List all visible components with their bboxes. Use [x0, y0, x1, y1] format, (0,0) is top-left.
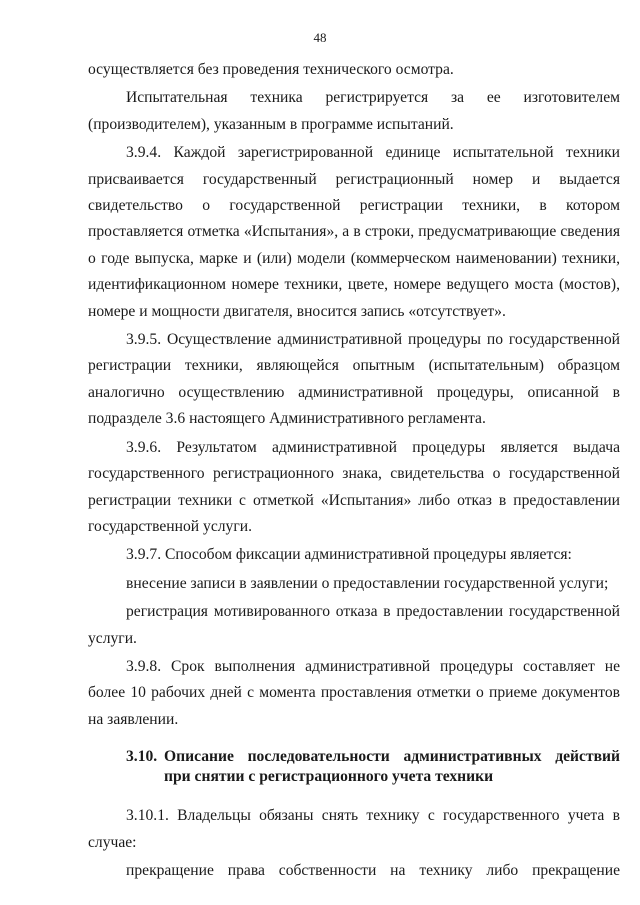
paragraph-record-entry: внесение записи в заявлении о предоставлении государственной услуги; [126, 574, 609, 592]
paragraph-ownership-termination: прекращение права собственности на технику либо прекращение [126, 861, 620, 879]
paragraph-3-9-5: 3.9.5. Осуществление административной процедуры по государственной регистрации техники, являющейся опытным (испытательным) образцом аналогично осуществлению административной процедуры, описанной в подразделе 3.6 настоящего Административного регламента. [88, 331, 620, 428]
paragraph-test-equipment: Испытательная техника регистрируется за ее изготовителем (производителем), указанным в программе испытаний. [88, 89, 620, 133]
page-number: 48 [313, 30, 327, 45]
paragraph-3-9-7: 3.9.7. Способом фиксации административной процедуры является: [126, 546, 572, 564]
paragraph-3-9-8: 3.9.8. Срок выполнения административной процедуры составляет не более 10 рабочих дней с момента проставления отметки о приеме документов на заявлении. [88, 657, 620, 728]
paragraph-refusal-registration: регистрация мотивированного отказа в предоставлении государственной услуги. [88, 603, 620, 647]
paragraph-continuation: осуществляется без проведения технического осмотра. [88, 61, 454, 78]
paragraph-3-9-4: 3.9.4. Каждой зарегистрированной единице испытательной техники присваивается государственный регистрационный номер и выдается свидетельство о государственной регистрации техники, в котором проставляется отметка «Испытания», а в строки, предусматривающие сведения о годе выпуска, марке и (или) модели (коммерческом наименовании) техники, идентификационном номере техники, цвете, номере ведущего моста (мостов), номере и мощности двигателя, вносится запись «отсутствует». [88, 144, 620, 320]
section-heading-3-10 [88, 747, 620, 787]
section-heading-number: 3.10. [126, 748, 158, 766]
section-heading-title-part1: Описание последовательности административных действий [164, 748, 620, 766]
document-body [88, 57, 620, 884]
paragraph-3-10-1: 3.10.1. Владельцы обязаны снять технику с государственного учета в случае: [88, 807, 620, 851]
section-heading-title-part2: при снятии с регистрационного учета техники [164, 768, 494, 786]
paragraph-3-9-6: 3.9.6. Результатом административной процедуры является выдача государственного регистрационного знака, свидетельства о государственной регистрации техники с отметкой «Испытания» либо отказ в предоставлении государственной услуги. [88, 438, 620, 535]
section-heading-line1 [126, 747, 620, 767]
